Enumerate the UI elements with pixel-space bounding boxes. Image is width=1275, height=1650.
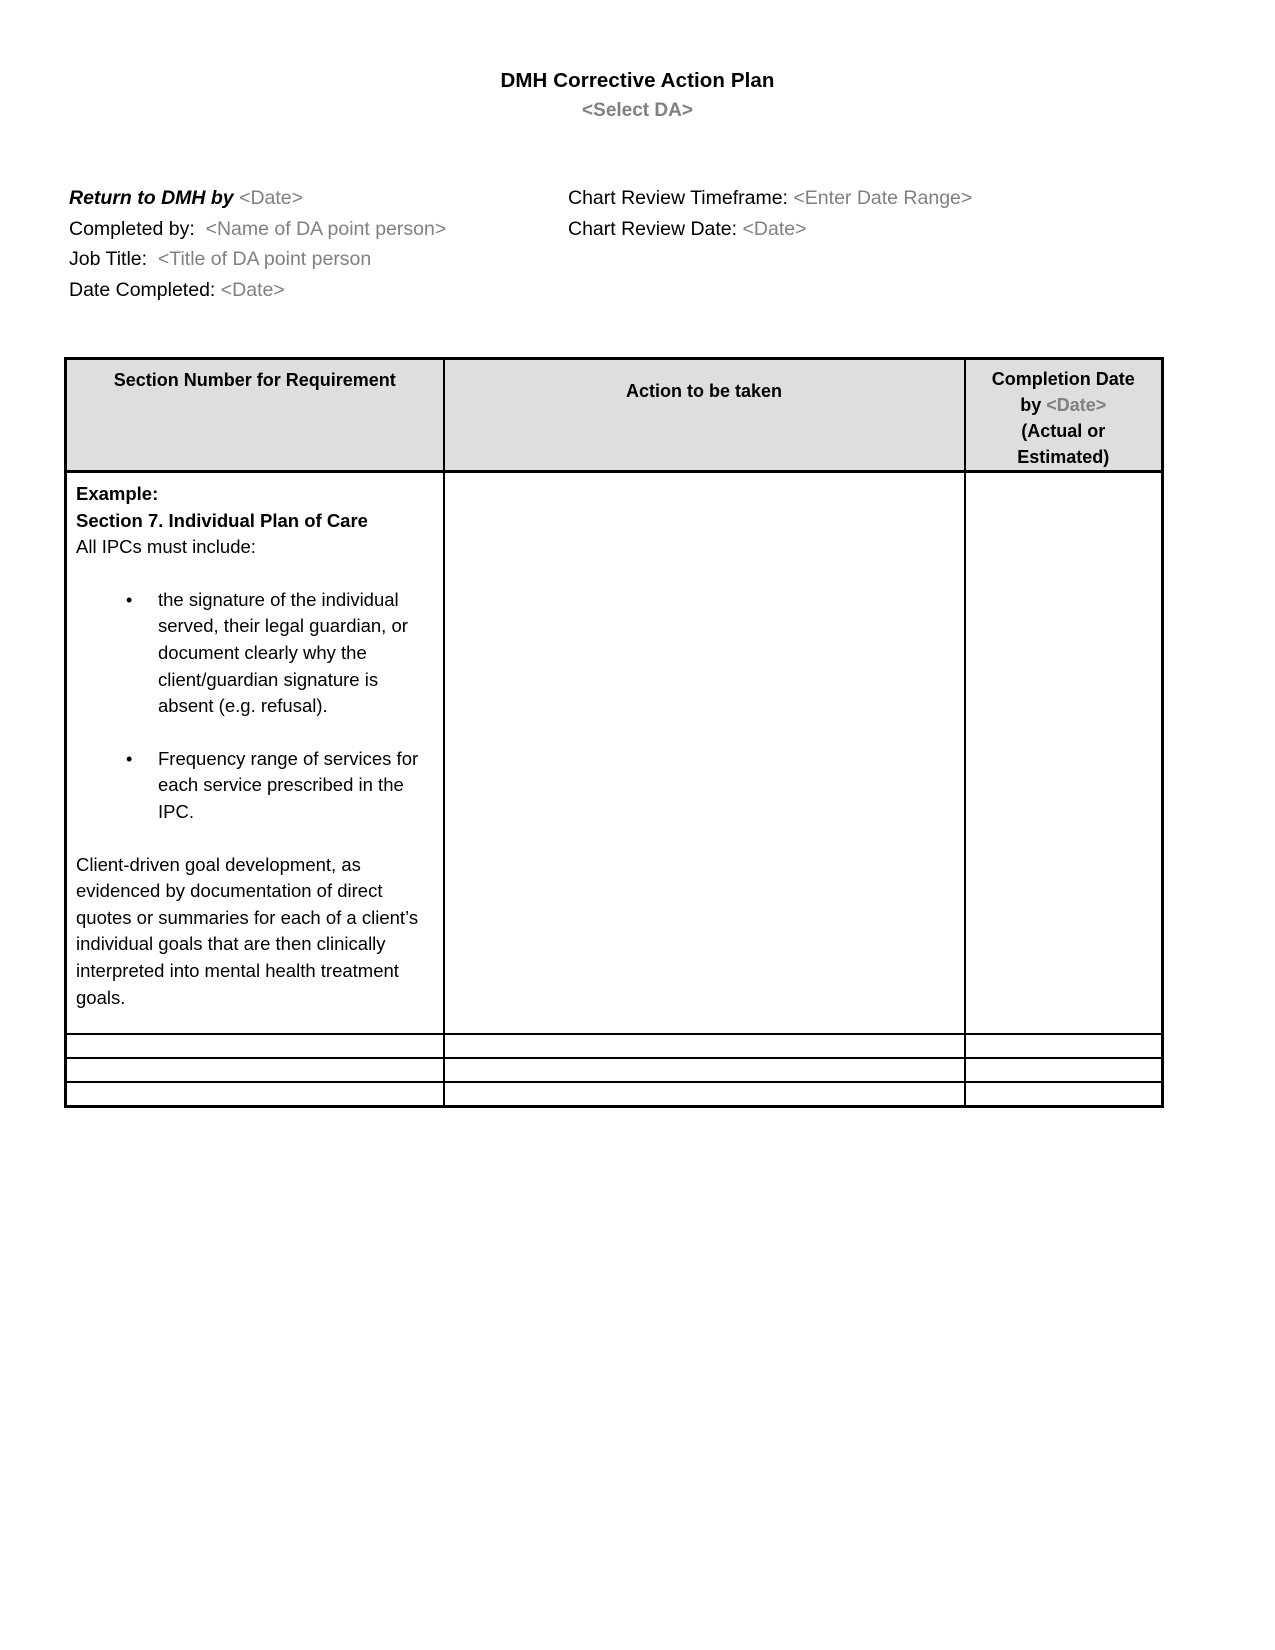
table-header-label-completion-date [966, 360, 1162, 470]
field-completed-by-value[interactable]: <Name of DA point person> [205, 217, 447, 240]
table-cell-completion-date-example[interactable] [965, 472, 1163, 1035]
cell-text [966, 1083, 1162, 1097]
table-row [66, 1082, 1163, 1107]
field-return-to-dmh-by [69, 183, 569, 214]
list-item [76, 746, 433, 826]
table-cell-section-number-3[interactable] [66, 1082, 444, 1107]
document-header [0, 68, 1275, 123]
field-job-title-value[interactable]: <Title of DA point person [157, 248, 372, 270]
bullet-point-icon: • [126, 748, 133, 769]
field-return-to-dmh-by-label: Return to DMH by [69, 187, 234, 209]
completion-date-line-3: (Actual or [1021, 421, 1106, 441]
bullet-point-icon: • [126, 589, 133, 610]
field-return-to-dmh-by-value[interactable]: <Date> [239, 187, 304, 209]
table-cell-section-number-2[interactable] [66, 1058, 444, 1082]
example-closing-paragraph: Client-driven goal development, as evidenced by documentation of direct quotes or summaries for each of a client’s individual goals that are then clinically interpreted into mental health treatment goals. [76, 853, 419, 1008]
field-chart-review-date-label: Chart Review Date: [568, 217, 738, 240]
table-cell-action-example[interactable] [444, 472, 965, 1035]
completion-date-by-label: by [1020, 395, 1047, 415]
field-chart-review-timeframe-label: Chart Review Timeframe: [568, 187, 788, 209]
page-title: DMH Corrective Action Plan [500, 69, 775, 92]
example-bullet-text-2: Frequency range of services for each service prescribed in the IPC. [158, 747, 419, 822]
cell-text [445, 1059, 964, 1073]
corrective-action-plan-table [64, 357, 1164, 1108]
example-section-heading: Section 7. Individual Plan of Care [76, 509, 368, 531]
field-date-completed [69, 275, 569, 306]
table-cell-action-1[interactable] [444, 1034, 965, 1058]
cell-text [445, 1083, 964, 1097]
cell-text [67, 1035, 443, 1049]
field-job-title-separator [147, 248, 158, 270]
cell-text [445, 1035, 964, 1049]
table-header-cell-action [444, 359, 965, 472]
completion-date-line-1: Completion Date [991, 369, 1135, 389]
table-header-cell-completion-date [965, 359, 1163, 472]
field-completed-by-separator [195, 218, 206, 240]
table-row [66, 1034, 1163, 1058]
field-chart-review-date [568, 214, 1168, 245]
example-bullet-text-1: the signature of the individual served, their legal guardian, or document clearly why the client/guardian signature is absent (e.g. refusal). [158, 588, 408, 717]
table-header-cell-section-number [66, 359, 444, 472]
table-cell-completion-date-1[interactable] [965, 1034, 1163, 1058]
cell-text [966, 1035, 1162, 1049]
table-cell-action-2[interactable] [444, 1058, 965, 1082]
field-completed-by [69, 214, 569, 245]
field-chart-review-date-value[interactable]: <Date> [742, 217, 807, 240]
table-header-label-section-number: Section Number for Requirement [113, 370, 396, 390]
example-completion-date-content [966, 473, 1162, 487]
example-action-content [445, 473, 964, 487]
completion-date-line-4: Estimated) [1017, 447, 1110, 467]
table-cell-completion-date-2[interactable] [965, 1058, 1163, 1082]
example-intro-text: All IPCs must include: [76, 536, 256, 558]
document-subtitle-select-da[interactable]: <Select DA> [582, 99, 693, 121]
field-job-title-label: Job Title: [69, 248, 148, 270]
cell-text [67, 1083, 443, 1097]
field-date-completed-label: Date Completed: [69, 278, 216, 301]
table-cell-section-number-example[interactable] [66, 472, 444, 1035]
table-row-example [66, 472, 1163, 1035]
table-cell-completion-date-3[interactable] [965, 1082, 1163, 1107]
completion-date-by-value[interactable]: <Date> [1046, 395, 1107, 415]
table-cell-section-number-1[interactable] [66, 1034, 444, 1058]
field-date-completed-value[interactable]: <Date> [220, 278, 285, 301]
table-row [66, 1058, 1163, 1082]
field-completed-by-label: Completed by: [69, 217, 195, 240]
field-chart-review-timeframe-value[interactable]: <Enter Date Range> [793, 187, 973, 209]
header-fields-left-column [69, 183, 569, 305]
example-requirement-content [67, 473, 443, 1017]
cell-text [966, 1059, 1162, 1073]
example-heading-label: Example: [76, 483, 159, 504]
table-cell-action-3[interactable] [444, 1082, 965, 1107]
list-item [76, 587, 433, 720]
cell-text [67, 1059, 443, 1073]
table-header-row [66, 359, 1163, 472]
example-bullet-list [76, 587, 433, 826]
field-chart-review-timeframe [568, 183, 1168, 214]
field-job-title [69, 244, 569, 275]
table-header-label-action: Action to be taken [625, 381, 782, 401]
header-fields-right-column [568, 183, 1168, 244]
